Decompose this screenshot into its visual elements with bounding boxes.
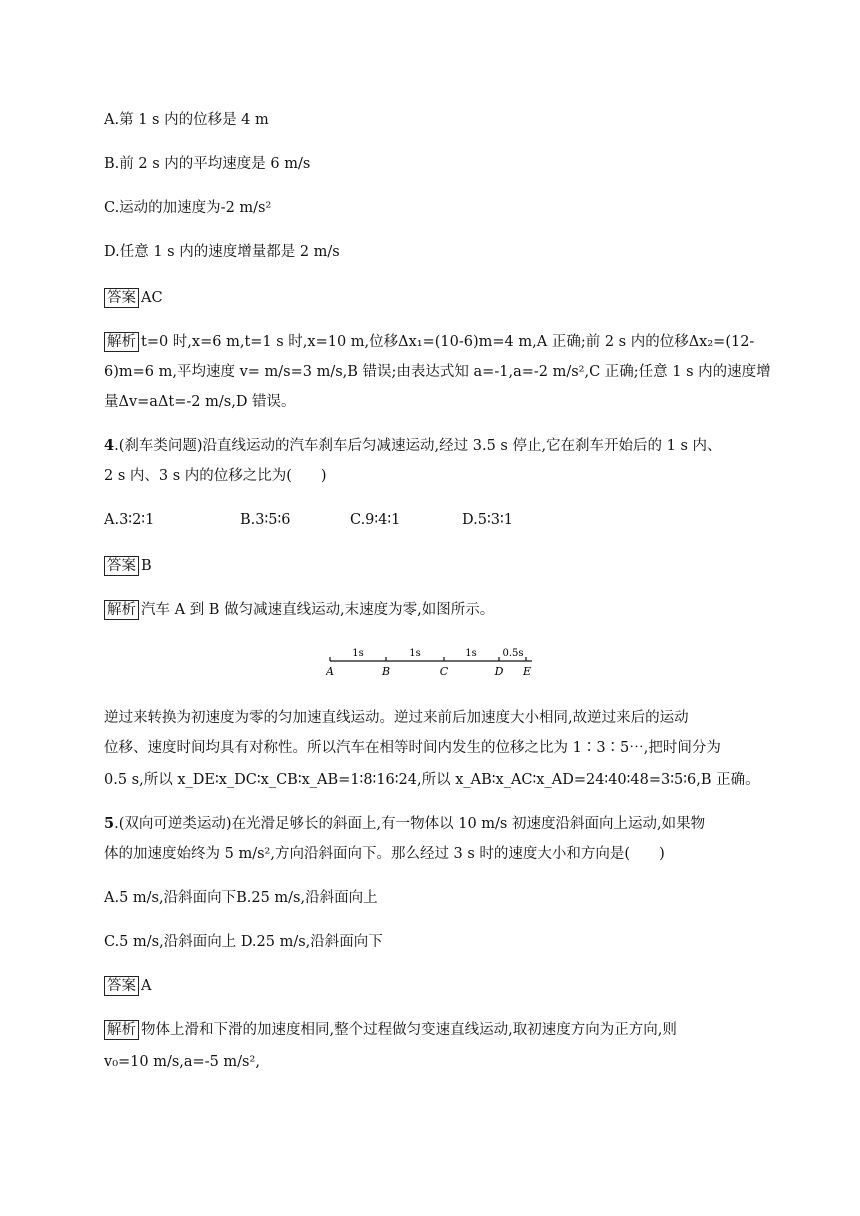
q3-analysis-line-1 <box>104 332 754 352</box>
q5-number: 5 <box>104 815 115 832</box>
interval-label-de: 0.5s <box>502 648 524 659</box>
q4-option-b: B.3∶5∶6 <box>240 512 291 528</box>
q4-analysis-line-2: 逆过来转换为初速度为零的匀加速直线运动。逆过来前后加速度大小相同,故逆过来后的运动 <box>104 710 689 726</box>
q4-answer: B <box>141 558 152 574</box>
q5-analysis-text-1: 物体上滑和下滑的加速度相同,整个过程做匀变速直线运动,取初速度方向为正方向,则 <box>141 1022 677 1038</box>
q3-answer: AC <box>141 290 163 306</box>
interval-label-ab: 1s <box>352 648 364 659</box>
q3-analysis-line-2: 6)m=6 m,平均速度 v= m/s=3 m/s,B 错误;由表达式知 a=-1,a=-2 m/s²,C 正确;任意 1 s 内的速度增 <box>104 364 771 380</box>
q4-analysis-intro: 汽车 A 到 B 做匀减速直线运动,末速度为零,如图所示。 <box>141 602 495 618</box>
q5-answer: A <box>141 978 152 994</box>
answer-tag: 答案 <box>104 288 139 308</box>
q3-answer-row <box>104 288 163 308</box>
q4-answer-row <box>104 556 152 576</box>
q5-analysis-line-2: v₀=10 m/s,a=-5 m/s², <box>104 1054 260 1070</box>
q5-options-row-1: A.5 m/s,沿斜面向下B.25 m/s,沿斜面向上 <box>104 890 378 906</box>
point-label-e: E <box>522 665 532 678</box>
q3-option-a: A.第 1 s 内的位移是 4 m <box>104 112 269 128</box>
q4-stem-text-1: .(刹车类问题)沿直线运动的汽车刹车后匀减速运动,经过 3.5 s 停止,它在刹车开始后的 1 s 内、 <box>114 438 722 454</box>
q4-stem-line-2: 2 s 内、3 s 内的位移之比为( ) <box>104 468 327 484</box>
q5-stem-line-1 <box>104 814 705 834</box>
q3-option-d: D.任意 1 s 内的速度增量都是 2 m/s <box>104 244 340 260</box>
analysis-tag: 解析 <box>104 600 139 620</box>
point-label-b: B <box>381 665 391 678</box>
point-label-c: C <box>439 665 449 678</box>
q4-analysis-line-3: 位移、速度时间均具有对称性。所以汽车在相等时间内发生的位移之比为 1∶3∶5⋯,把时间分为 <box>104 740 721 756</box>
q5-options-row-2: C.5 m/s,沿斜面向上 D.25 m/s,沿斜面向下 <box>104 934 383 950</box>
interval-label-bc: 1s <box>409 648 421 659</box>
q5-analysis-line-1 <box>104 1020 677 1040</box>
analysis-tag: 解析 <box>104 332 139 352</box>
q3-analysis-text-1: t=0 时,x=6 m,t=1 s 时,x=10 m,位移Δx₁=(10-6)m=4 m,A 正确;前 2 s 内的位移Δx₂=(12- <box>141 334 755 350</box>
point-label-d: D <box>494 665 504 678</box>
q4-option-c: C.9∶4∶1 <box>350 512 401 528</box>
q5-stem-line-2: 体的加速度始终为 5 m/s²,方向沿斜面向下。那么经过 3 s 时的速度大小和方向是( ) <box>104 846 665 862</box>
answer-tag: 答案 <box>104 556 139 576</box>
analysis-tag: 解析 <box>104 1020 139 1040</box>
point-label-a: A <box>326 665 334 678</box>
q4-stem-line-1 <box>104 436 722 456</box>
answer-tag: 答案 <box>104 976 139 996</box>
q4-option-d: D.5∶3∶1 <box>462 512 513 528</box>
q4-number: 4 <box>104 437 115 454</box>
q5-answer-row <box>104 976 151 996</box>
q4-option-a: A.3∶2∶1 <box>104 512 155 528</box>
motion-diagram <box>326 645 546 679</box>
q5-stem-text-1: .(双向可逆类运动)在光滑足够长的斜面上,有一物体以 10 m/s 初速度沿斜面向上运动,如果物 <box>114 816 706 832</box>
q4-analysis-line-4: 0.5 s,所以 x_DE∶x_DC∶x_CB∶x_AB=1∶8∶16∶24,所以 x_AB∶x_AC∶x_AD=24∶40∶48=3∶5∶6,B 正确。 <box>104 772 760 788</box>
interval-label-cd: 1s <box>465 648 477 659</box>
q3-option-b: B.前 2 s 内的平均速度是 6 m/s <box>104 156 311 172</box>
q3-option-c: C.运动的加速度为-2 m/s² <box>104 200 272 216</box>
q3-analysis-line-3: 量Δv=aΔt=-2 m/s,D 错误。 <box>104 394 296 410</box>
q4-analysis-line-1 <box>104 600 494 620</box>
